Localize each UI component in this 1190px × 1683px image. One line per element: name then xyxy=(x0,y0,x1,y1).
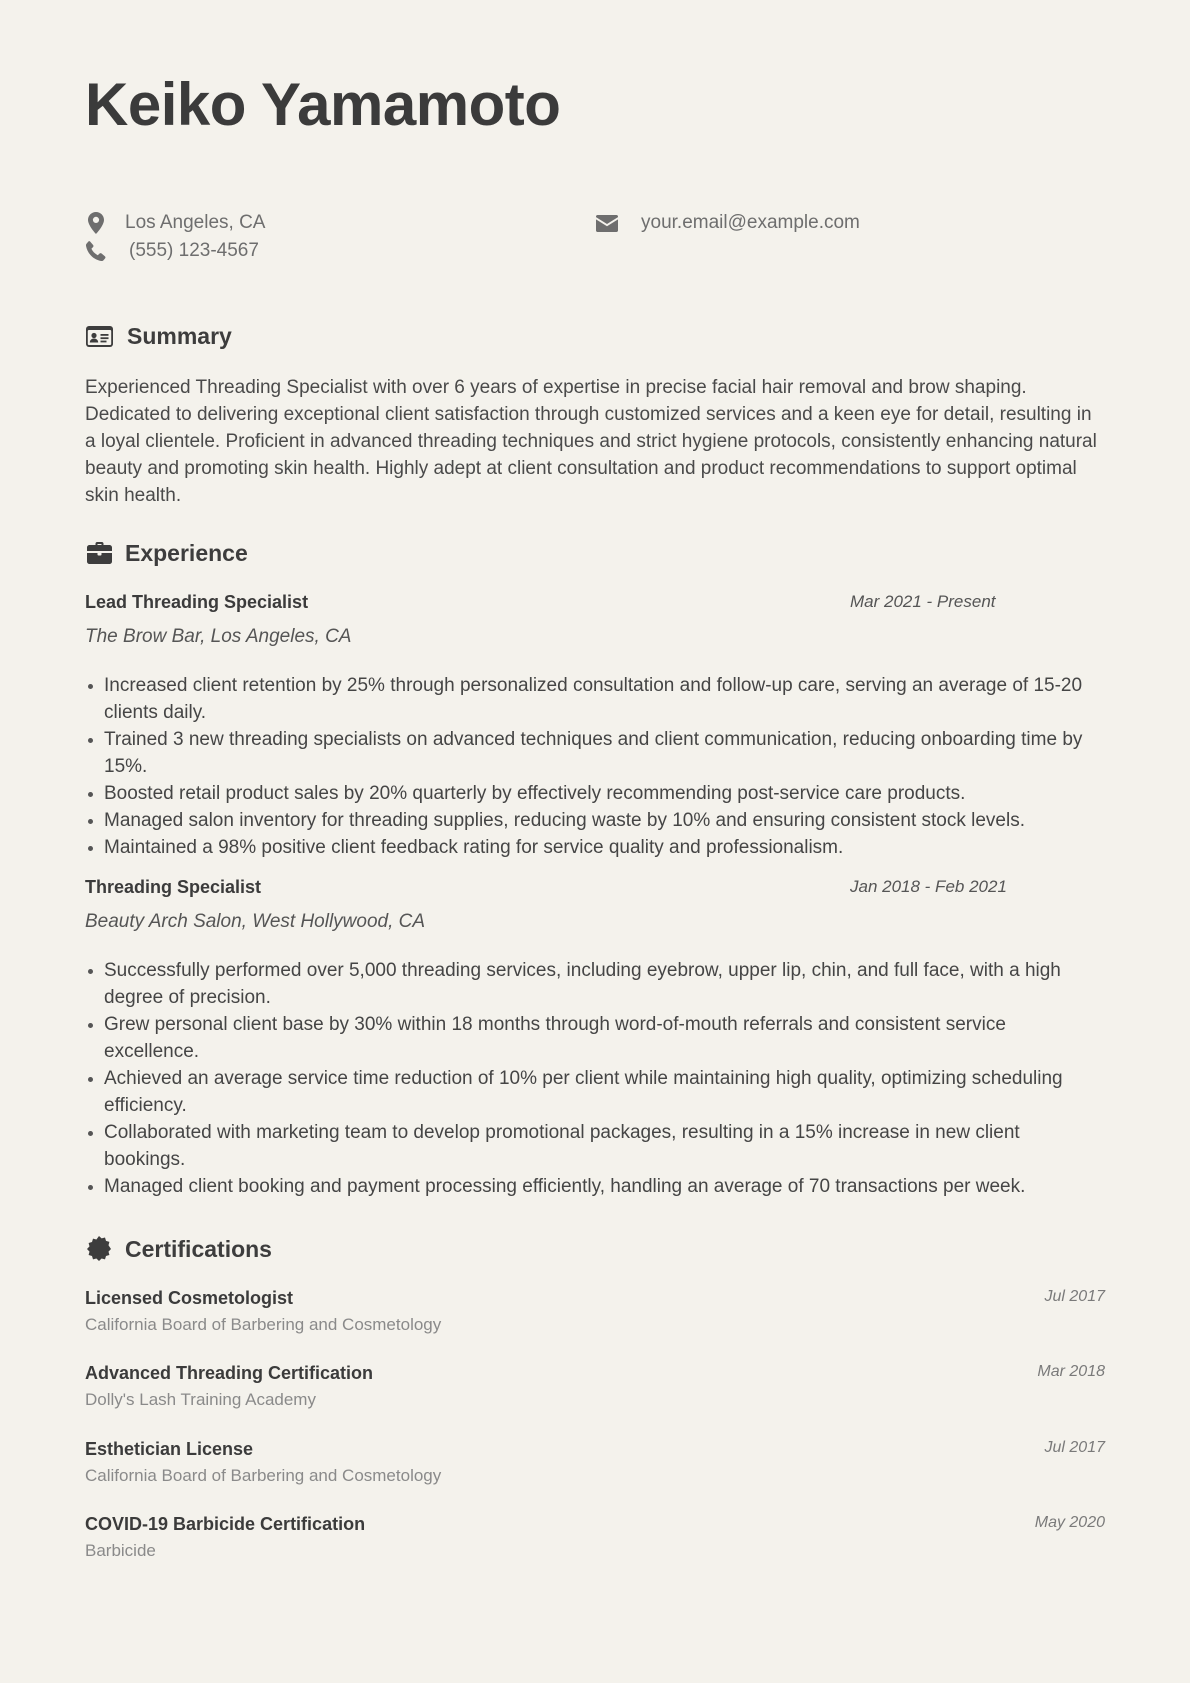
phone-icon xyxy=(85,240,107,262)
certificate-icon xyxy=(85,1235,113,1263)
job-dates: Mar 2021 - Present xyxy=(850,592,996,611)
envelope-icon xyxy=(595,212,619,234)
location-text: Los Angeles, CA xyxy=(125,212,266,233)
contact-location xyxy=(85,212,265,234)
certification-date: May 2020 xyxy=(1034,1514,1105,1531)
bullet-item: Maintained a 98% positive client feedback rating for service quality and professionalism. xyxy=(85,834,1105,861)
job-dates: Jan 2018 - Feb 2021 xyxy=(850,877,1007,896)
bullet-item: Grew personal client base by 30% within 18 months through word-of-mouth referrals and consistent service excellence. xyxy=(85,1011,1105,1065)
certifications-heading-label: Certifications xyxy=(125,1235,272,1262)
certification-issuer: California Board of Barbering and Cosmetology xyxy=(85,1315,442,1334)
certification-item xyxy=(85,1439,1105,1486)
summary-heading-label: Summary xyxy=(127,322,232,349)
candidate-name: Keiko Yamamoto xyxy=(85,71,561,138)
certification-name: Licensed Cosmetologist xyxy=(85,1288,294,1308)
bullet-item: Managed salon inventory for threading supplies, reducing waste by 10% and ensuring consistent stock levels. xyxy=(85,807,1105,834)
bullet-item: Increased client retention by 25% through personalized consultation and follow-up care, serving an average of 15-20 clients daily. xyxy=(85,672,1105,726)
bullet-item: Successfully performed over 5,000 threading services, including eyebrow, upper lip, chin, and full face, with a high degree of precision. xyxy=(85,957,1105,1011)
certification-issuer: California Board of Barbering and Cosmetology xyxy=(85,1466,442,1485)
briefcase-icon xyxy=(85,539,113,567)
bullet-item: Collaborated with marketing team to develop promotional packages, resulting in a 15% increase in new client bookings. xyxy=(85,1119,1105,1173)
certification-name: COVID-19 Barbicide Certification xyxy=(85,1514,366,1534)
certification-item xyxy=(85,1514,1105,1561)
experience-heading xyxy=(85,539,248,567)
summary-heading xyxy=(85,322,232,350)
job-title: Lead Threading Specialist xyxy=(85,592,309,612)
job-title: Threading Specialist xyxy=(85,877,262,897)
certification-item xyxy=(85,1288,1105,1335)
experience-heading-label: Experience xyxy=(125,539,248,566)
map-marker-icon xyxy=(85,212,107,234)
certification-date: Jul 2017 xyxy=(1044,1288,1105,1305)
job-bullets xyxy=(85,672,1105,861)
email-text[interactable]: your.email@example.com xyxy=(641,212,860,233)
bullet-item: Boosted retail product sales by 20% quarterly by effectively recommending post-service care products. xyxy=(85,780,1105,807)
certification-name: Esthetician License xyxy=(85,1439,254,1459)
job-bullets xyxy=(85,957,1105,1200)
certification-issuer: Dolly's Lash Training Academy xyxy=(85,1390,316,1409)
bullet-item: Managed client booking and payment processing efficiently, handling an average of 70 transactions per week. xyxy=(85,1173,1105,1200)
certification-item xyxy=(85,1363,1105,1410)
bullet-item: Achieved an average service time reduction of 10% per client while maintaining high quality, optimizing scheduling efficiency. xyxy=(85,1065,1105,1119)
job-company: Beauty Arch Salon, West Hollywood, CA xyxy=(85,911,426,932)
bullet-item: Trained 3 new threading specialists on advanced techniques and client communication, reducing onboarding time by 15%. xyxy=(85,726,1105,780)
contact-email[interactable] xyxy=(595,212,860,234)
certification-issuer: Barbicide xyxy=(85,1541,156,1560)
job-company: The Brow Bar, Los Angeles, CA xyxy=(85,626,352,647)
certifications-heading xyxy=(85,1235,272,1263)
certification-date: Mar 2018 xyxy=(1037,1363,1105,1380)
certification-date: Jul 2017 xyxy=(1044,1439,1105,1456)
phone-text: (555) 123-4567 xyxy=(129,240,259,261)
id-card-icon xyxy=(85,322,113,350)
certification-name: Advanced Threading Certification xyxy=(85,1363,374,1383)
contact-phone xyxy=(85,240,259,262)
summary-text: Experienced Threading Specialist with over 6 years of expertise in precise facial hair removal and brow shaping. Dedicated to delivering exceptional client satisfaction through customized services and a keen eye for detail, resulting in a loyal clientele. Proficient in advanced threading techniques and strict hygiene protocols, consistently enhancing natural beauty and promoting skin health. Highly adept at client consultation and product recommendations to support optimal skin health. xyxy=(85,377,1097,506)
